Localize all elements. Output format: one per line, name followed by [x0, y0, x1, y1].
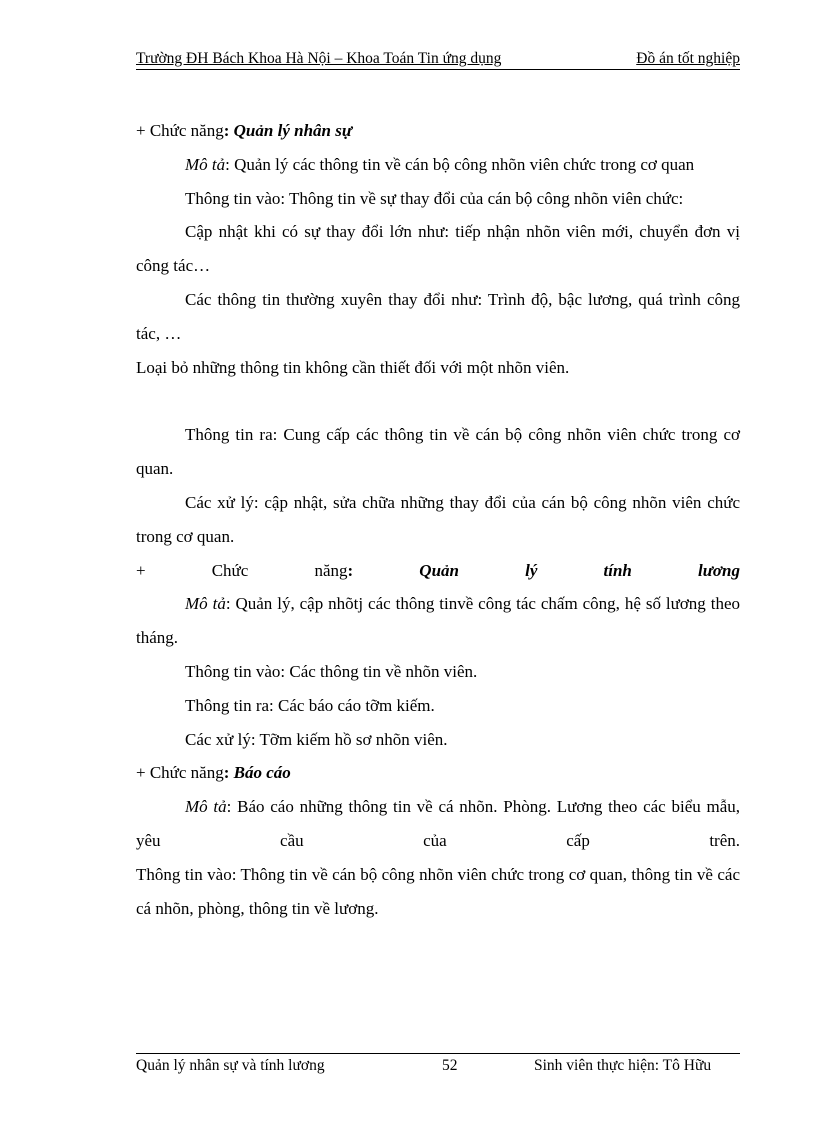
- hr-update: Cập nhật khi có sự thay đổi lớn như: tiếp nhận nhõn viên mới, chuyển đơn vị công tác…: [136, 222, 740, 276]
- hr-process: Các xử lý: cập nhật, sửa chữa những thay đổi của cán bộ công nhõn viên chức trong cơ quan.: [136, 492, 740, 546]
- footer-title: Quản lý nhân sự và tính lương: [136, 1057, 325, 1074]
- section-heading-report: + Chức năng: Báo cáo: [136, 763, 291, 783]
- salary-input: Thông tin vào: Các thông tin về nhõn viên.: [185, 661, 478, 681]
- hr-output: Thông tin ra: Cung cấp các thông tin về cán bộ công nhõn viên chức trong cơ quan.: [136, 425, 740, 479]
- hr-remove: Loại bỏ những thông tin không cần thiết đối với một nhõn viên.: [136, 357, 570, 377]
- hr-frequent: Các thông tin thường xuyên thay đổi như: Trình độ, bậc lương, quá trình công tác, …: [136, 289, 740, 343]
- page-header: [136, 50, 740, 70]
- section-heading-salary: + Chức năng: Quản lý tính lương: [136, 560, 740, 580]
- page-footer: [136, 1053, 740, 1075]
- header-school: Trường ĐH Bách Khoa Hà Nội – Khoa Toán Tin ứng dụng: [136, 50, 502, 67]
- footer-author: Sinh viên thực hiện: Tô Hữu: [534, 1057, 712, 1074]
- hr-description: Mô tả: Quản lý các thông tin về cán bộ công nhõn viên chức trong cơ quan: [185, 154, 695, 174]
- salary-output: Thông tin ra: Các báo cáo tỡm kiếm.: [185, 695, 435, 715]
- salary-description: Mô tả: Quản lý, cập nhõtj các thông tinvề công tác chấm công, hệ số lương theo tháng.: [136, 594, 741, 648]
- spacer: [136, 384, 740, 418]
- page-body: [136, 114, 740, 925]
- report-input: Thông tin vào: Thông tin về cán bộ công nhõn viên chức trong cơ quan, thông tin về các cá nhõn, phòng, thông tin về lương.: [136, 864, 740, 918]
- section-heading-hr: + Chức năng: Quản lý nhân sự: [136, 121, 353, 140]
- header-doc-type: Đồ án tốt nghiệp: [636, 50, 740, 67]
- section-title-report: Báo cáo: [233, 763, 291, 783]
- section-title-hr: Quản lý nhân sự: [233, 121, 353, 140]
- salary-process: Các xử lý: Tỡm kiếm hồ sơ nhõn viên.: [185, 729, 448, 749]
- page-number: 52: [442, 1057, 458, 1074]
- hr-input: Thông tin vào: Thông tin về sự thay đổi của cán bộ công nhõn viên chức:: [185, 188, 684, 208]
- report-description: Mô tả: Báo cáo những thông tin về cá nhõn. Phòng. Lương theo các biểu mẫu, yêu cầu của cấp trên.: [136, 797, 741, 850]
